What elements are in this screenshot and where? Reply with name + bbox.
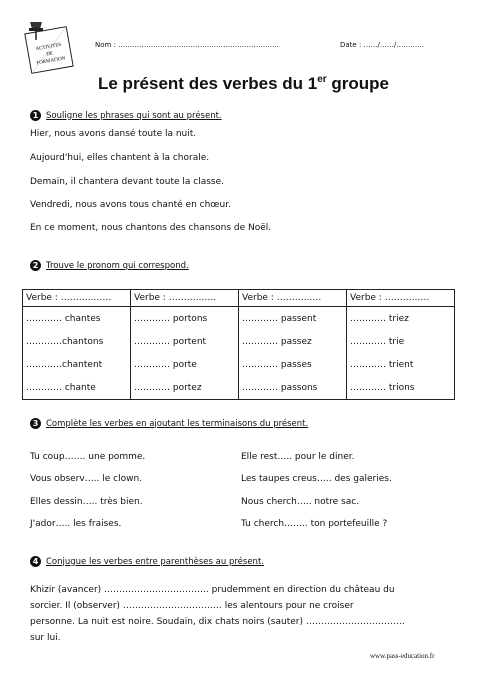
table-cell[interactable]: ………… trie — [347, 330, 455, 353]
logo-line-1: ACTIVITES — [35, 42, 62, 53]
exercise-left-2[interactable]: Vous observ….. le clown. — [30, 474, 143, 484]
paragraph-line: sur lui. — [30, 633, 61, 643]
exercise-right-3[interactable]: Nous cherch….. notre sac. — [241, 497, 360, 507]
table-cell[interactable]: …………chantent — [23, 353, 131, 376]
paragraph-line: sorcier. Il (observer) …………………………… les alentours pour ne croiser — [30, 601, 354, 611]
exercise-left-1[interactable]: Tu coup……. une pomme. — [30, 452, 146, 462]
section-instruction: Souligne les phrases qui sont au présent. — [46, 110, 222, 121]
table-cell[interactable]: ………… portez — [131, 376, 239, 400]
sentence-3[interactable]: Demain, il chantera devant toute la classe. — [30, 177, 225, 187]
table-cell[interactable]: ………… trions — [347, 376, 455, 400]
exercise-right-1[interactable]: Elle rest….. pour le diner. — [241, 452, 355, 462]
section-instruction: Conjugue les verbes entre parenthèses au présent. — [46, 556, 264, 567]
title-superscript: er — [317, 74, 327, 85]
verb-header[interactable]: Verbe : ………..…. — [239, 290, 347, 307]
exercise-left-3[interactable]: Elles dessin….. très bien. — [30, 497, 143, 507]
footer-site: www.pass-education.fr — [370, 652, 435, 660]
exercise-left-4[interactable]: J'ador….. les fraises. — [30, 519, 122, 529]
section-4-heading — [30, 556, 264, 567]
table-row — [23, 307, 455, 331]
table-row — [23, 330, 455, 353]
page-title: Le présent des verbes du 1er groupe — [98, 74, 389, 93]
verb-pronoun-table — [22, 289, 455, 400]
table-cell[interactable]: ………… passes — [239, 353, 347, 376]
table-row — [23, 376, 455, 400]
table-cell[interactable]: ………… trient — [347, 353, 455, 376]
sentence-1[interactable]: Hier, nous avons dansé toute la nuit. — [30, 129, 197, 139]
section-1-heading — [30, 110, 222, 121]
section-number-badge: 4 — [30, 556, 41, 567]
table-cell[interactable]: ………… chantes — [23, 307, 131, 331]
table-cell[interactable]: ………… passent — [239, 307, 347, 331]
date-field[interactable]: Date : ……/……/………… — [340, 41, 425, 49]
sentence-5[interactable]: En ce moment, nous chantons des chansons de Noël. — [30, 223, 272, 233]
verb-header[interactable]: Verbe : ………..…… — [23, 290, 131, 307]
paragraph-line: personne. La nuit est noire. Soudain, dix chats noirs (sauter) …………………………… — [30, 617, 405, 627]
exercise-right-4[interactable]: Tu cherch…….. ton portefeuille ? — [241, 519, 388, 529]
section-number-badge: 1 — [30, 110, 41, 121]
name-field[interactable]: Nom : …………………………………………………………… — [95, 41, 280, 49]
logo-line-3: FORMATION — [36, 56, 66, 67]
section-instruction: Complète les verbes en ajoutant les terminaisons du présent. — [46, 418, 309, 429]
table-cell[interactable]: ………… passez — [239, 330, 347, 353]
verb-header[interactable]: Verbe : ………..….. — [131, 290, 239, 307]
section-number-badge: 3 — [30, 418, 41, 429]
table-cell[interactable]: ………… passons — [239, 376, 347, 400]
section-3-heading — [30, 418, 308, 429]
sentence-4[interactable]: Vendredi, nous avons tous chanté en chœur. — [30, 200, 231, 210]
exercise-right-2[interactable]: Les taupes creus….. des galeries. — [241, 474, 392, 484]
conjugation-paragraph[interactable] — [30, 582, 450, 646]
section-number-badge: 2 — [30, 260, 41, 271]
table-cell[interactable]: ………… triez — [347, 307, 455, 331]
sentence-2[interactable]: Aujourd'hui, elles chantent à la chorale. — [30, 153, 210, 163]
section-2-heading — [30, 260, 189, 271]
table-cell[interactable]: …………chantons — [23, 330, 131, 353]
table-cell[interactable]: ………… porte — [131, 353, 239, 376]
activites-formation-logo — [20, 18, 78, 76]
table-cell[interactable]: ………… portons — [131, 307, 239, 331]
table-cell[interactable]: ………… portent — [131, 330, 239, 353]
section-instruction: Trouve le pronom qui correspond. — [46, 260, 189, 271]
verb-header[interactable]: Verbe : ………..…. — [347, 290, 455, 307]
table-header-row — [23, 290, 455, 307]
paragraph-line: Khizir (avancer) …………………………….. prudemment en direction du château du — [30, 585, 395, 595]
table-cell[interactable]: ………… chante — [23, 376, 131, 400]
logo-line-2: DE — [46, 51, 54, 58]
table-row — [23, 353, 455, 376]
